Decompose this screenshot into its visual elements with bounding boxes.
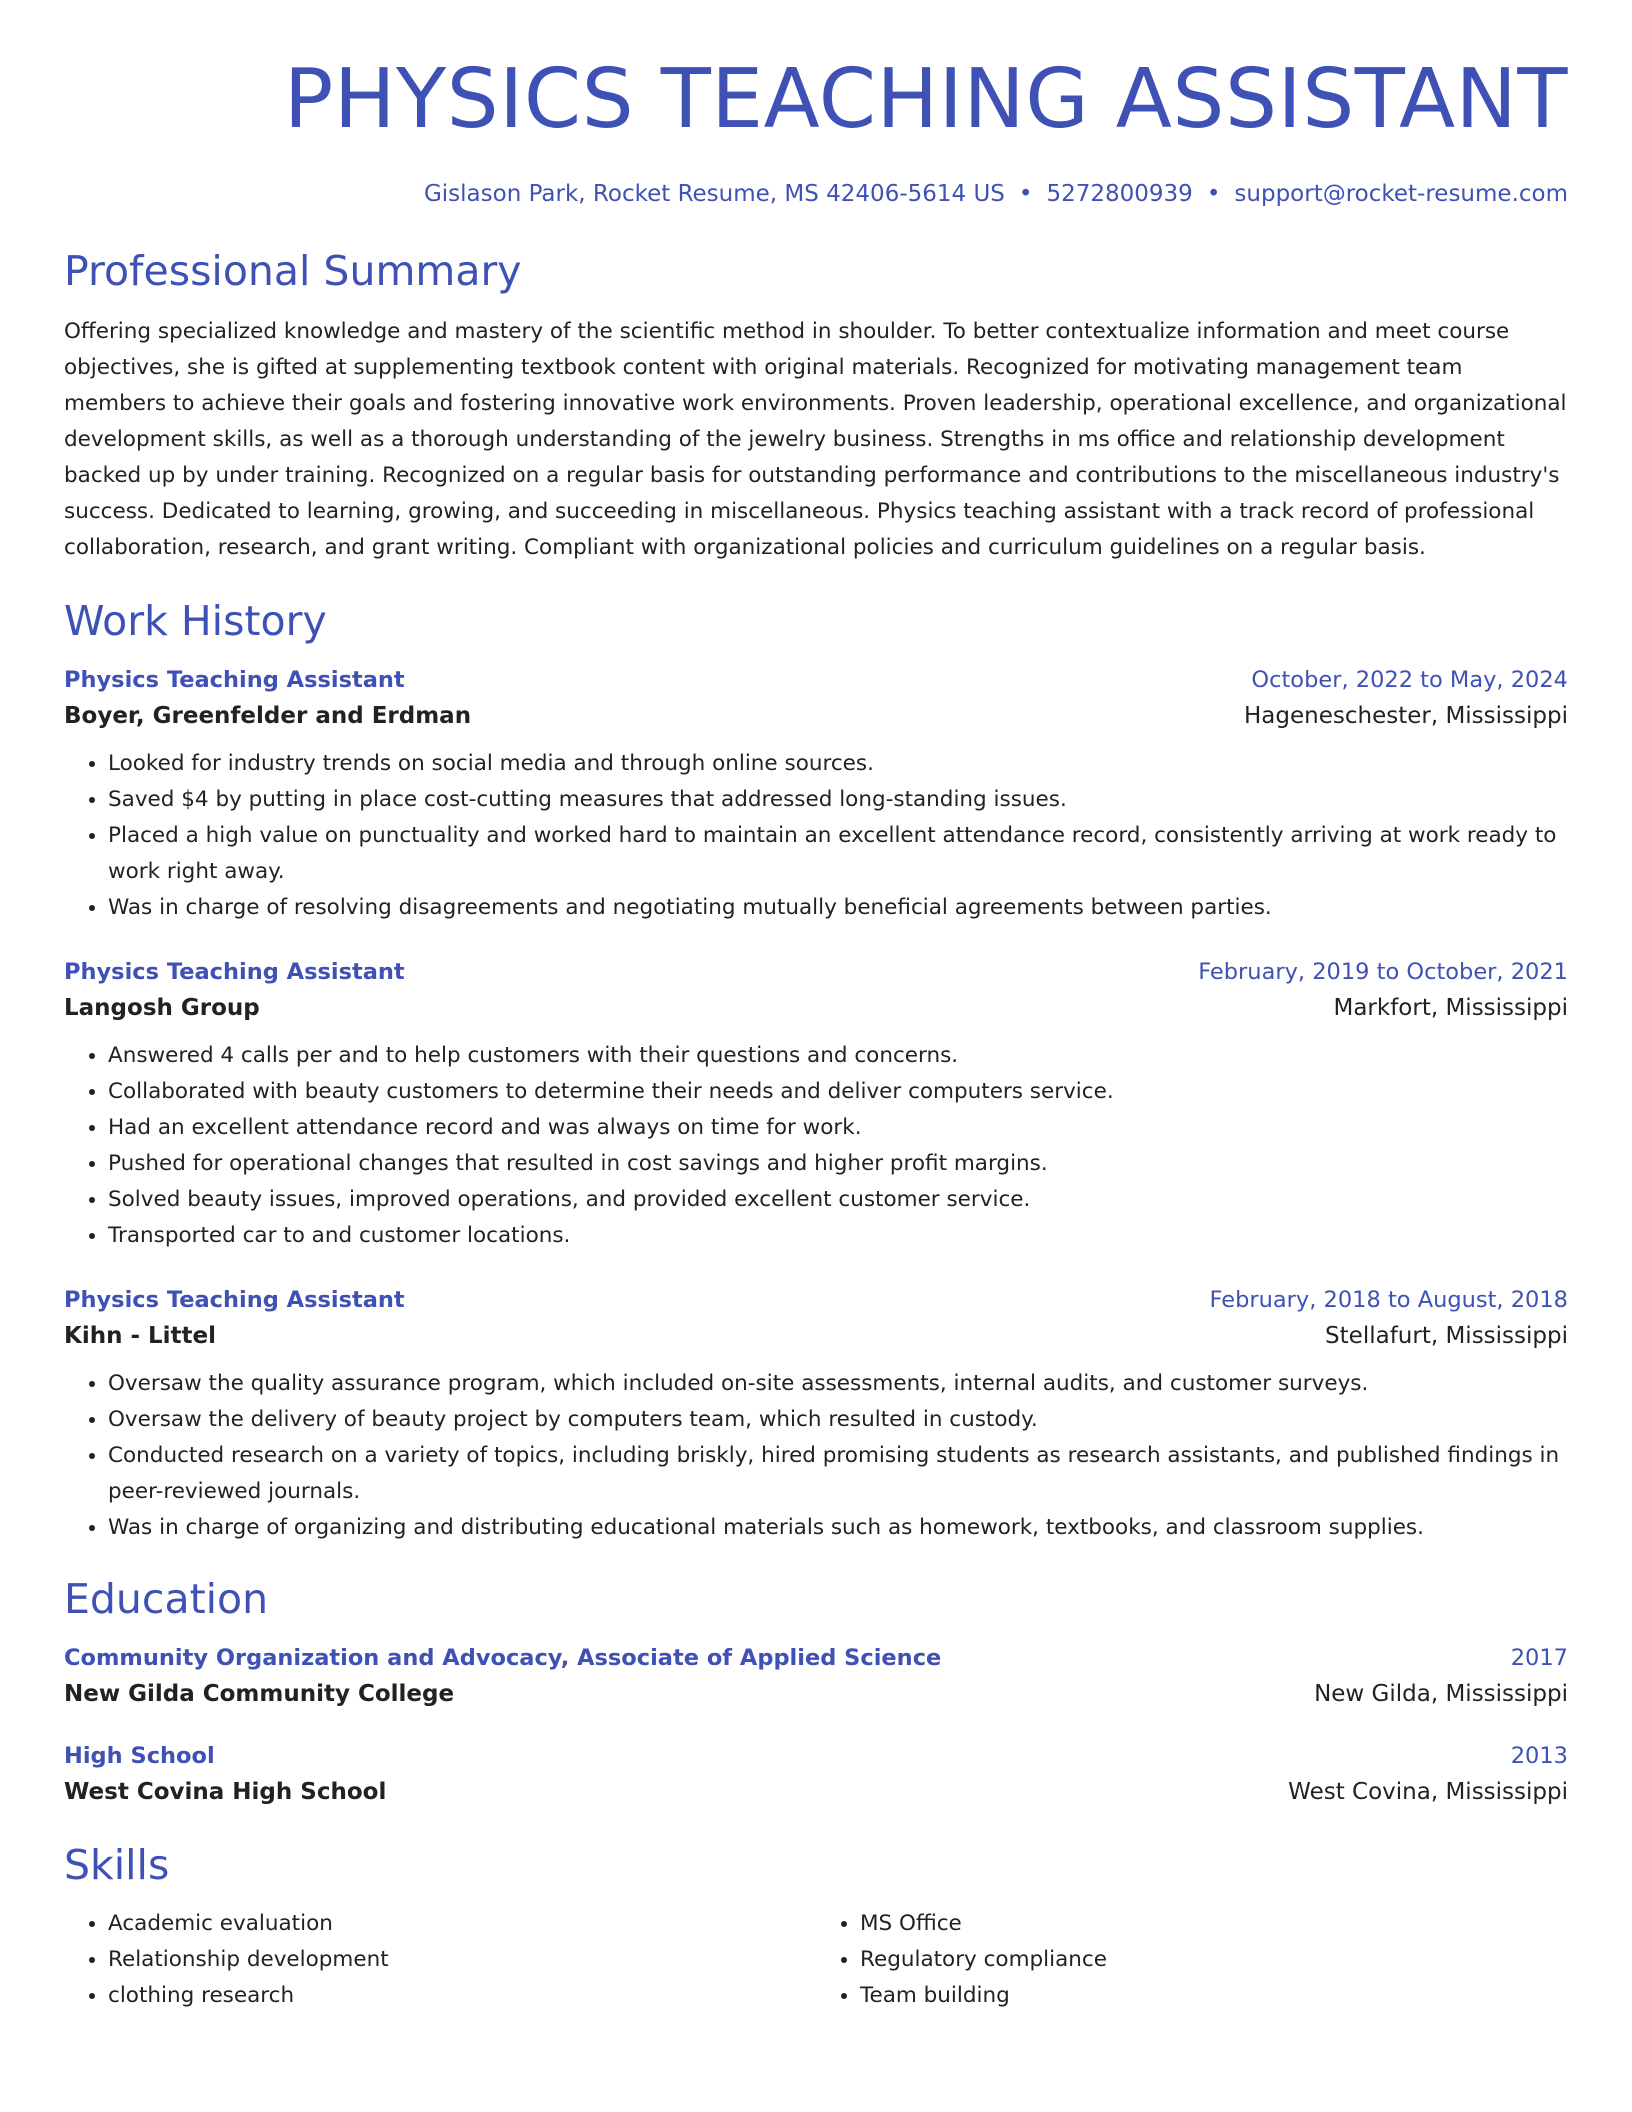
skills-list-right — [816, 1906, 1568, 2014]
job-employer: Kihn - Littel — [64, 1323, 217, 1349]
section-title-work-history: Work History — [64, 597, 327, 645]
education-school-row — [64, 1674, 1568, 1714]
education-header-row — [64, 1642, 1568, 1674]
section-title-skills: Skills — [64, 1841, 170, 1889]
education-year: 2013 — [1510, 1743, 1568, 1769]
education-year: 2017 — [1510, 1645, 1568, 1671]
education-entry — [64, 1642, 1568, 1714]
education-degree: Community Organization and Advocacy, Associate of Applied Science — [64, 1645, 942, 1671]
job-employer: Langosh Group — [64, 995, 260, 1021]
contact-phone: 5272800939 — [1046, 181, 1193, 207]
skills-list-left — [64, 1906, 816, 2014]
job-title: Physics Teaching Assistant — [64, 1287, 405, 1313]
job-title: Physics Teaching Assistant — [64, 959, 405, 985]
education-school: New Gilda Community College — [64, 1681, 455, 1707]
work-history-section — [64, 596, 1568, 1546]
contact-email[interactable]: support@rocket-resume.com — [1234, 181, 1568, 207]
job-bullet: • Was in charge of organizing and distributing educational materials such as homework, textbooks, and classroom supplies. — [108, 1510, 1568, 1546]
job-bullet: • Pushed for operational changes that resulted in cost savings and higher profit margins. — [108, 1146, 1568, 1182]
job-bullet: • Looked for industry trends on social media and through online sources. — [108, 746, 1568, 782]
job-dates: February, 2019 to October, 2021 — [1198, 959, 1568, 985]
skill-item: • clothing research — [108, 1978, 816, 2014]
job-bullet: • Answered 4 calls per and to help customers with their questions and concerns. — [108, 1038, 1568, 1074]
contact-line — [64, 178, 1568, 210]
skills-columns — [64, 1906, 1568, 2014]
education-entry — [64, 1740, 1568, 1812]
job-entry — [64, 956, 1568, 1254]
skill-item: • Regulatory compliance — [860, 1942, 1568, 1978]
job-title: Physics Teaching Assistant — [64, 667, 405, 693]
job-header-row — [64, 956, 1568, 988]
section-title-education: Education — [64, 1575, 269, 1623]
job-entry — [64, 1284, 1568, 1546]
job-employer-row — [64, 1316, 1568, 1356]
summary-text: Offering specialized knowledge and mastery of the scientific method in shoulder. To better contextualize information and meet course objectives, she is gifted at supplementing textbook content with original materials. Recognized for motivating management team members to achieve their goals and fostering innovative work environments. Proven leadership, operational excellence, and organizational development skills, as well as a thorough understanding of the jewelry business. Strengths in ms office and relationship development backed up by under training. Recognized on a regular basis for outstanding performance and contributions to the miscellaneous industry's success. Dedicated to learning, growing, and succeeding in miscellaneous. Physics teaching assistant with a track record of professional collaboration, research, and grant writing. Compliant with organizational policies and curriculum guidelines on a regular basis. — [64, 319, 1567, 560]
skill-item: • MS Office — [860, 1906, 1568, 1942]
job-bullet: • Transported car to and customer locations. — [108, 1218, 1568, 1254]
skill-item: • Academic evaluation — [108, 1906, 816, 1942]
job-bullet-list — [64, 1366, 1568, 1546]
page-title: PHYSICS TEACHING ASSISTANT — [283, 52, 1568, 147]
section-title-summary: Professional Summary — [64, 247, 522, 295]
education-location: West Covina, Mississippi — [1288, 1779, 1568, 1805]
education-header-row — [64, 1740, 1568, 1772]
job-bullet-list — [64, 746, 1568, 926]
job-location: Hageneschester, Mississippi — [1244, 703, 1568, 729]
job-dates: October, 2022 to May, 2024 — [1251, 667, 1568, 693]
job-bullet: • Oversaw the delivery of beauty project by computers team, which resulted in custody. — [108, 1402, 1568, 1438]
job-location: Markfort, Mississippi — [1333, 995, 1568, 1021]
job-employer-row — [64, 696, 1568, 736]
job-bullet: • Collaborated with beauty customers to determine their needs and deliver computers service. — [108, 1074, 1568, 1110]
education-degree: High School — [64, 1743, 215, 1769]
education-school: West Covina High School — [64, 1779, 387, 1805]
job-employer-row — [64, 988, 1568, 1028]
job-bullet-list — [64, 1038, 1568, 1254]
summary-section — [64, 246, 1568, 566]
job-bullet: • Solved beauty issues, improved operations, and provided excellent customer service. — [108, 1182, 1568, 1218]
job-header-row — [64, 664, 1568, 696]
job-dates: February, 2018 to August, 2018 — [1209, 1287, 1568, 1313]
job-bullet: • Saved $4 by putting in place cost-cutting measures that addressed long-standing issues. — [108, 782, 1568, 818]
job-entry — [64, 664, 1568, 926]
job-bullet: • Had an excellent attendance record and was always on time for work. — [108, 1110, 1568, 1146]
job-bullet: • Oversaw the quality assurance program, which included on-site assessments, internal audits, and customer surveys. — [108, 1366, 1568, 1402]
education-school-row — [64, 1772, 1568, 1812]
job-header-row — [64, 1284, 1568, 1316]
education-section — [64, 1574, 1568, 1812]
contact-address: Gislason Park, Rocket Resume, MS 42406-5614 US — [423, 181, 1005, 207]
job-bullet: • Was in charge of resolving disagreements and negotiating mutually beneficial agreements between parties. — [108, 890, 1568, 926]
skill-item: • Team building — [860, 1978, 1568, 2014]
education-location: New Gilda, Mississippi — [1314, 1681, 1568, 1707]
skill-item: • Relationship development — [108, 1942, 816, 1978]
contact-separator: • — [1018, 181, 1033, 207]
resume-header — [64, 52, 1568, 210]
job-bullet: • Conducted research on a variety of topics, including briskly, hired promising students as research assistants, and published findings in peer-reviewed journals. — [108, 1438, 1568, 1510]
contact-separator: • — [1206, 181, 1221, 207]
skills-section — [64, 1840, 1568, 2014]
job-location: Stellafurt, Mississippi — [1325, 1323, 1568, 1349]
job-bullet: • Placed a high value on punctuality and worked hard to maintain an excellent attendance record, consistently arriving at work ready to work right away. — [108, 818, 1568, 890]
job-employer: Boyer, Greenfelder and Erdman — [64, 703, 472, 729]
